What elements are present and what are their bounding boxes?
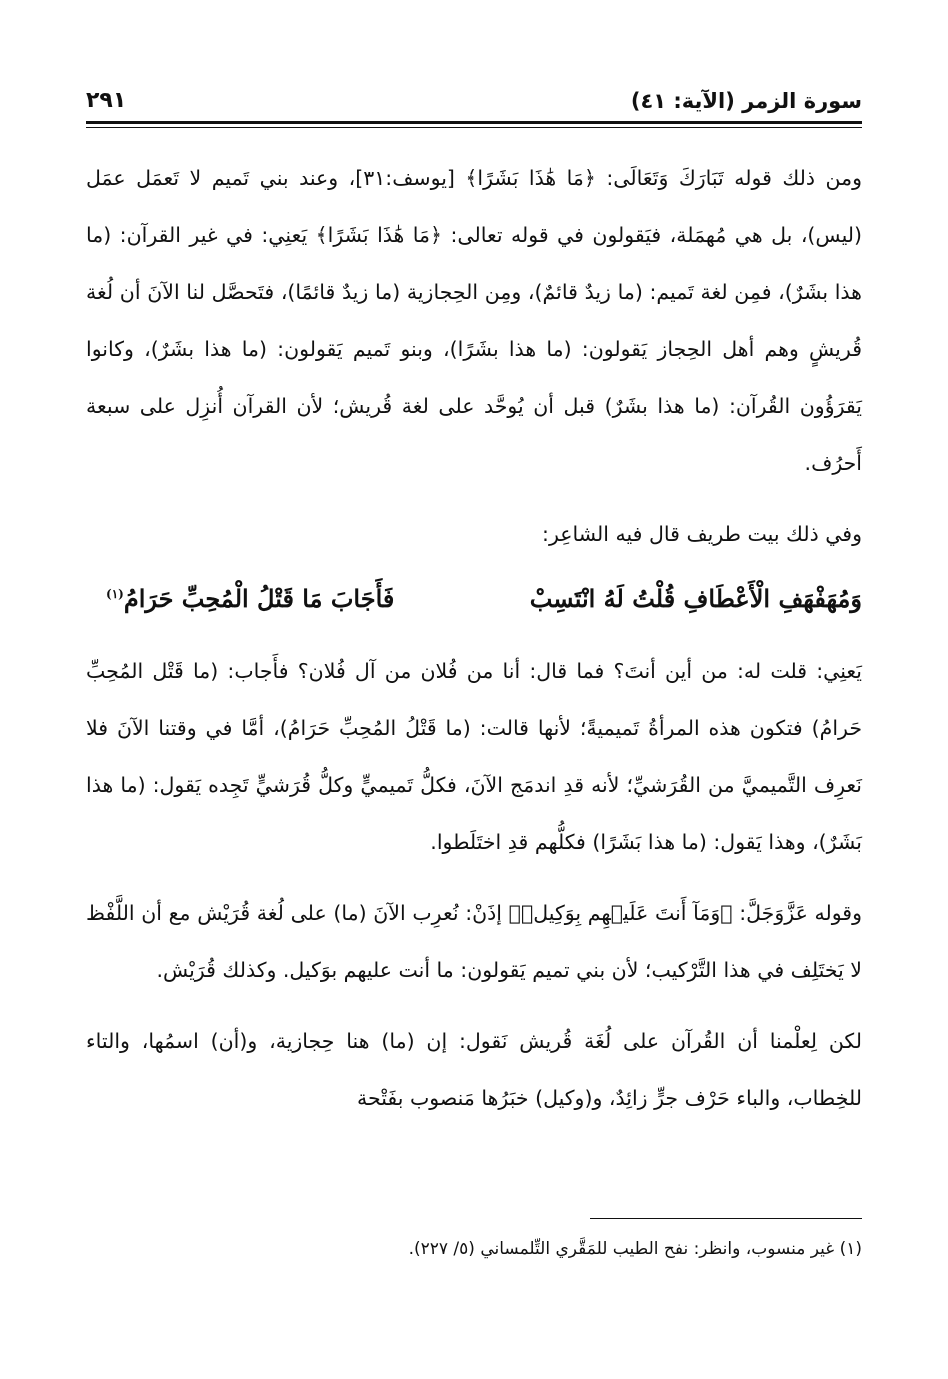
main-text (86, 150, 862, 1127)
paragraph-3: يَعنِي: قلت له: من أين أنتَ؟ فما قال: أنا من فُلان من آل فُلان؟ فأَجاب: (ما قَتْل المُحِبِّ حَرامُ) فتكون هذه المرأةُ تَميميةً؛ لأنها قالت: (ما قَتْلُ المُحِبِّ حَرَامُ)، أمَّا في وقتنا الآنَ فلا نَعرِف التَّميميَّ من القُرَشيِّ؛ لأنه قدِ اندمَج الآنَ، فكلُّ تَميميٍّ وكلُّ قُرَشيٍّ تَجِده يَقول: (ما هذا بَشَرٌ)، وهذا يَقول: (ما هذا بَشَرًا) فكلُّهم قدِ اختَلَطوا. (86, 659, 862, 854)
header-rule-thin (86, 127, 862, 128)
paragraph-5: لكن لِعلْمنا أن القُرآن على لُغَة قُريش نَقول: إن (ما) هنا حِجازية، و(أن) اسمُها، والتاء للخِطاب، والباء حَرْف جرٍّ زائِدٌ، و(وكيل) خبَرُها مَنصوب بفَتْحة (86, 1029, 862, 1110)
verse-second-text: فَأَجَابَ مَا قَتْلُ الْمُحِبِّ حَرَامُ (123, 584, 395, 613)
surah-title: سورة الزمر (الآية: ٤١) (630, 89, 862, 113)
header-rule (86, 121, 862, 124)
footnote: (١) غير منسوب، وانظر: نفح الطيب للمَقَّري التِّلمساني (٥/ ٢٢٧). (408, 1239, 862, 1259)
paragraph-4: وقوله عَزَّوَجَلَّ: ﴿وَمَآ أَنتَ عَلَيۡهِم بِوَكِيلٖ﴾ إذَنْ: نُعرِب الآنَ (ما) على لُغة قُرَيْش مع أن اللَّفْظ لا يَختَلِف في هذا التَّرْكيب؛ لأن بني تميم يَقولون: ما أنت عليهم بوَكيل. وكذلك قُرَيْش. (86, 901, 862, 982)
verse-first-hemistich: وَمُهَفْهَفِ الْأَعْطَافِ قُلْتُ لَهُ انْتَسِبْ (529, 584, 862, 613)
paragraph-2: وفي ذلك بيت طريف قال فيه الشاعِر: (542, 522, 862, 546)
poetry-verse (86, 569, 862, 629)
footnote-separator (590, 1218, 862, 1219)
paragraph-1: ومن ذلك قوله تَبَارَكَ وَتَعَالَى: ﴿مَا هَٰذَا بَشَرًا﴾ [يوسف:٣١]، وعند بني تَميم لا تَعمَل عمَل (ليس)، بل هي مُهمَلة، فيَقولون في قوله تعالى: ﴿مَا هَٰذَا بَشَرًا﴾ يَعنِي: في غير القرآن: (ما هذا بشَرٌ)، فمِن لغة تَميم: (ما زيدٌ قائمٌ)، ومِن الحِجازية (ما زيدٌ قائمًا)، فتَحصَّل لنا الآنَ أن لُغة قُريشٍ وهم أهل الحِجاز يَقولون: (ما هذا بشَرًا)، وبنو تَميم يَقولون: (ما هذا بشَرٌ)، وكانوا يَقرَؤُون القُرآن: (ما هذا بشَرٌ) قبل أن يُوحَّد على لغة قُريش؛ لأن القرآن أُنزِل على سبعة أَحرُف. (86, 166, 862, 475)
page-number: ٢٩١ (86, 88, 127, 113)
verse-second-hemistich (106, 569, 394, 629)
footnote-reference: (١) (106, 587, 124, 601)
page-header (86, 84, 862, 124)
